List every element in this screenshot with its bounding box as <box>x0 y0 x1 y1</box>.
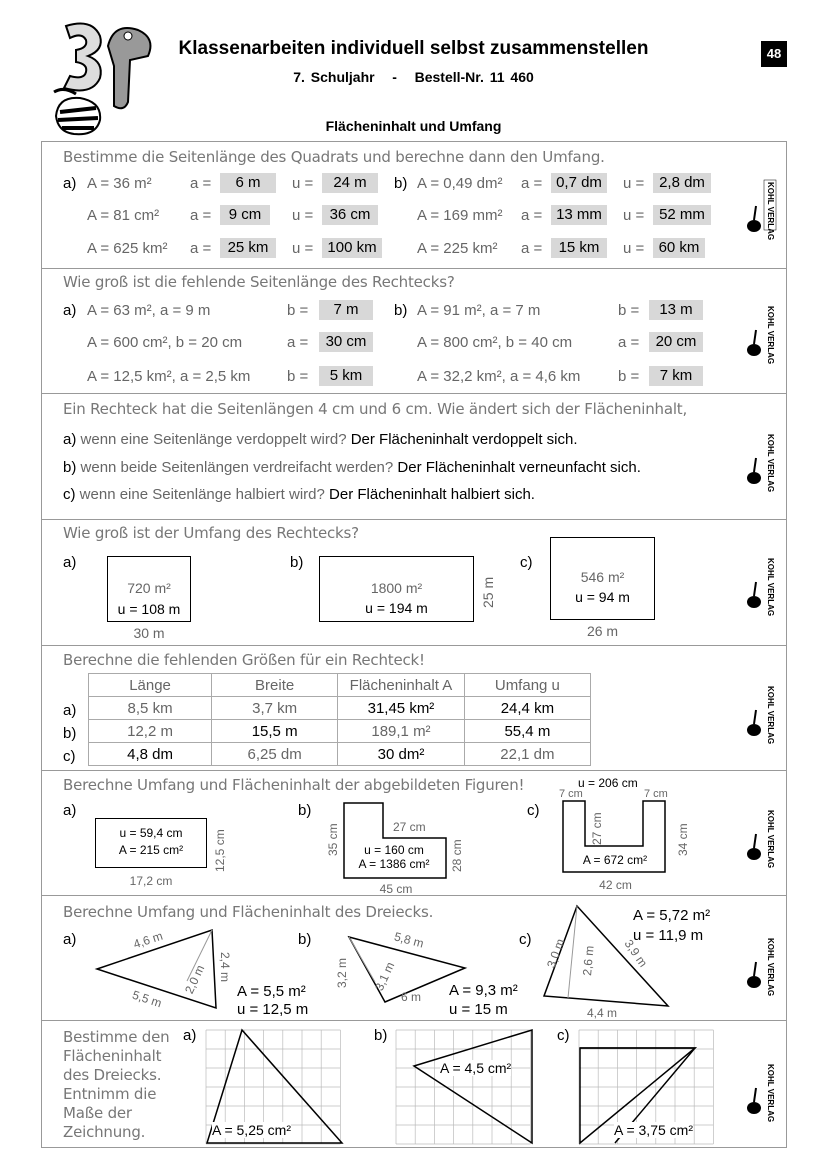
table-cell: 55,4 m <box>464 720 590 743</box>
section-divider <box>41 1020 787 1021</box>
s7-side-b2: 3,2 m <box>335 957 349 988</box>
publisher-logo <box>744 804 778 869</box>
s4-area-a: 720 m² <box>127 580 171 596</box>
s1-area: A = 36 m² <box>87 175 152 192</box>
logo-text: KOHL VERLAG <box>766 810 775 869</box>
s1-perimeter-answer: 36 cm <box>322 205 378 225</box>
table-header-row <box>89 674 591 697</box>
s8-question-line: Maße der <box>63 1104 132 1122</box>
s2-answer: 20 cm <box>649 332 703 352</box>
publisher-logo <box>744 176 778 241</box>
s7-perimeter-c: u = 11,9 m <box>633 927 704 944</box>
s6-perimeter-b: u = 160 cm <box>364 843 424 857</box>
s3-item <box>63 486 535 503</box>
s4-area-c: 546 m² <box>580 569 625 585</box>
s7-height-a: 2,0 m <box>182 962 208 996</box>
s6-label-c: c) <box>527 802 540 819</box>
s2-label-a: a) <box>63 302 77 319</box>
s2-given: A = 12,5 km², a = 2,5 km <box>87 368 251 385</box>
s4-perimeter-b: u = 194 m <box>365 600 428 616</box>
s3-item-question: wenn eine Seitenlänge halbiert wird? <box>79 486 325 503</box>
column-header: Länge <box>89 674 212 697</box>
s4-label-a: a) <box>63 554 77 571</box>
s2-answer: 7 km <box>649 366 703 386</box>
s2-given: A = 63 m², a = 9 m <box>87 302 211 319</box>
s1-side-answer: 6 m <box>220 173 276 193</box>
table-cell: 31,45 km² <box>338 697 465 720</box>
s1-a-label: a = <box>521 240 543 257</box>
s1-u-label: u = <box>623 240 645 257</box>
s1-area: A = 625 km² <box>87 240 168 257</box>
table-cell: 30 dm² <box>338 743 465 766</box>
logo-text: KOHL VERLAG <box>766 434 775 493</box>
s3-item-label: b) <box>63 459 77 476</box>
s6-perimeter-c: u = 206 cm <box>578 776 638 790</box>
logo-text: KOHL VERLAG <box>766 938 775 997</box>
s3-item-label: c) <box>63 486 76 503</box>
subtitle-dash: - <box>392 69 397 85</box>
column-header: Breite <box>212 674 338 697</box>
grade-label: 7. Schuljahr <box>293 69 375 85</box>
s1-area: A = 225 km² <box>417 240 498 257</box>
publisher-logo <box>744 428 778 493</box>
s2-answer: 7 m <box>319 300 373 320</box>
s6-right-height-b: 28 cm <box>450 839 464 872</box>
s7-area-a: A = 5,5 m² <box>237 983 306 1000</box>
s7-height-b: 3,1 m <box>372 959 398 993</box>
logo-text: KOHL VERLAG <box>766 182 775 241</box>
s7-height-c: 2,6 m <box>580 945 597 977</box>
s4-side-a: 30 m <box>133 625 165 641</box>
s7-side-b1: 5,8 m <box>392 929 426 951</box>
s4-side-b: 25 m <box>480 576 496 608</box>
s3-item <box>63 459 641 476</box>
s1-u-label: u = <box>292 175 314 192</box>
s1-question: Bestimme die Seitenlänge des Quadrats und berechne dann den Umfang. <box>63 148 605 166</box>
s3-item-question: wenn eine Seitenlänge verdoppelt wird? <box>80 431 347 448</box>
s4-question: Wie groß ist der Umfang des Rechtecks? <box>63 524 359 542</box>
s1-label-b: b) <box>394 175 408 192</box>
s4-label-c: c) <box>520 554 533 571</box>
s1-area: A = 169 mm² <box>417 207 503 224</box>
s3-item-answer: Der Flächeninhalt verneunfacht sich. <box>397 459 641 476</box>
s6-width-c: 42 cm <box>599 878 632 892</box>
s5-row-label: b) <box>63 725 77 742</box>
s4-area-b: 1800 m² <box>370 580 423 596</box>
s6-inner-b: 27 cm <box>393 820 426 834</box>
table-row <box>89 697 591 720</box>
s6-label-b: b) <box>298 802 312 819</box>
worksheet-title: Klassenarbeiten individuell selbst zusammenstellen <box>178 38 649 59</box>
s5-row-label: c) <box>63 748 76 765</box>
table-cell: 8,5 km <box>89 697 212 720</box>
s4-perimeter-a: u = 108 m <box>117 601 181 617</box>
s4-side-c: 26 m <box>586 623 619 639</box>
s7-area-b: A = 9,3 m² <box>449 982 518 999</box>
table-cell: 189,1 m² <box>338 720 465 743</box>
s7-side-a3: 5,5 m <box>130 987 164 1011</box>
s8-question-line: Entnimm die <box>63 1085 157 1103</box>
s6-perimeter-a: u = 59,4 cm <box>119 826 183 840</box>
s7-label-c: c) <box>519 931 532 948</box>
s7-side-a1: 4,6 m <box>131 928 165 952</box>
s8-label-b: b) <box>374 1027 388 1044</box>
s8-area-a: A = 5,25 cm² <box>212 1122 291 1138</box>
s1-perimeter-answer: 52 mm <box>653 205 711 225</box>
s2-var-label: b = <box>618 302 640 319</box>
s3-item-label: a) <box>63 431 77 448</box>
s8-question <box>63 1028 169 1142</box>
s3-item-question: wenn beide Seitenlängen verdreifacht werden? <box>80 459 394 476</box>
s7-perimeter-a: u = 12,5 m <box>237 1001 309 1018</box>
s8-label-a: a) <box>183 1027 197 1044</box>
publisher-logo <box>744 1058 778 1123</box>
s2-var-label: b = <box>287 368 309 385</box>
s1-perimeter-answer: 60 km <box>653 238 705 258</box>
s7-side-c1: 3,0 m <box>544 936 568 970</box>
s5-table <box>88 673 591 766</box>
column-header: Umfang u <box>464 674 590 697</box>
s1-u-label: u = <box>623 207 645 224</box>
s8-grid-b <box>394 1028 534 1146</box>
worksheet-subtitle <box>0 69 827 85</box>
s7-side-a2: 2,4 m <box>218 952 232 983</box>
publisher-logo <box>744 680 778 745</box>
publisher-logo <box>744 300 778 365</box>
s1-perimeter-answer: 2,8 dm <box>653 173 711 193</box>
s1-side-answer: 15 km <box>551 238 607 258</box>
s8-area-c: A = 3,75 cm² <box>614 1122 693 1138</box>
section-divider <box>41 393 787 394</box>
s1-u-label: u = <box>623 175 645 192</box>
s1-area: A = 81 cm² <box>87 207 160 224</box>
s2-var-label: b = <box>618 368 640 385</box>
s1-label-a: a) <box>63 175 77 192</box>
s1-a-label: a = <box>190 207 212 224</box>
table-cell: 22,1 dm <box>464 743 590 766</box>
s1-a-label: a = <box>190 175 212 192</box>
table-cell: 24,4 km <box>464 697 590 720</box>
logo-text: KOHL VERLAG <box>766 558 775 617</box>
section-divider <box>41 770 787 771</box>
s2-given: A = 600 cm², b = 20 cm <box>87 334 243 351</box>
s5-question: Berechne die fehlenden Größen für ein Rechteck! <box>63 651 425 669</box>
s6-inner-c: 27 cm <box>590 812 604 845</box>
s3-item-answer: Der Flächeninhalt verdoppelt sich. <box>350 431 578 448</box>
s6-question: Berechne Umfang und Flächeninhalt der abgebildeten Figuren! <box>63 776 525 794</box>
s7-side-b3: 6 m <box>401 990 422 1004</box>
s7-perimeter-b: u = 15 m <box>449 1001 508 1018</box>
table-row <box>89 720 591 743</box>
s2-answer: 13 m <box>649 300 703 320</box>
s2-var-label: a = <box>287 334 309 351</box>
s1-area: A = 0,49 dm² <box>417 175 503 192</box>
table-cell: 4,8 dm <box>89 743 212 766</box>
s7-question: Berechne Umfang und Flächeninhalt des Dreiecks. <box>63 903 434 921</box>
s1-side-answer: 25 km <box>220 238 276 258</box>
s8-label-c: c) <box>557 1027 570 1044</box>
column-header: Flächeninhalt A <box>338 674 465 697</box>
s2-answer: 30 cm <box>319 332 373 352</box>
s4-label-b: b) <box>290 554 304 571</box>
s5-row-label: a) <box>63 702 77 719</box>
section-divider <box>41 519 787 520</box>
s1-a-label: a = <box>521 207 543 224</box>
s3-item-answer: Der Flächeninhalt halbiert sich. <box>329 486 535 503</box>
topic-heading: Flächeninhalt und Umfang <box>325 118 502 134</box>
s2-given: A = 800 cm², b = 40 cm <box>417 334 573 351</box>
logo-text: KOHL VERLAG <box>766 686 775 745</box>
logo-text: KOHL VERLAG <box>766 1064 775 1123</box>
s4-perimeter-c: u = 94 m <box>575 589 630 605</box>
s2-answer: 5 km <box>319 366 373 386</box>
s1-perimeter-answer: 100 km <box>322 238 382 258</box>
s7-label-b: b) <box>298 931 312 948</box>
s6-area-b: A = 1386 cm² <box>358 857 430 871</box>
s6-width-b: 45 cm <box>379 882 413 896</box>
s2-var-label: a = <box>618 334 640 351</box>
s8-question-line: Zeichnung. <box>63 1123 146 1141</box>
s6-height-a: 12,5 cm <box>213 829 227 872</box>
s1-side-answer: 13 mm <box>551 205 607 225</box>
section-divider <box>41 645 787 646</box>
s1-side-answer: 9 cm <box>220 205 270 225</box>
table-cell: 6,25 dm <box>212 743 338 766</box>
s1-u-label: u = <box>292 207 314 224</box>
s2-given: A = 91 m², a = 7 m <box>417 302 541 319</box>
s7-area-c: A = 5,72 m² <box>633 907 711 924</box>
s3-item <box>63 431 578 448</box>
table-cell: 15,5 m <box>212 720 338 743</box>
s1-perimeter-answer: 24 m <box>322 173 378 193</box>
s7-side-c2: 3,9 m <box>621 937 651 970</box>
publisher-logo <box>744 932 778 997</box>
s6-label-a: a) <box>63 802 77 819</box>
s2-label-b: b) <box>394 302 408 319</box>
s2-var-label: b = <box>287 302 309 319</box>
order-number: Bestell-Nr. 11 460 <box>414 69 534 85</box>
logo-text: KOHL VERLAG <box>766 306 775 365</box>
s6-left-c: 7 cm <box>559 788 583 800</box>
page-number: 48 <box>761 41 787 67</box>
s6-width-a: 17,2 cm <box>129 874 173 888</box>
s7-side-c3: 4,4 m <box>587 1006 618 1020</box>
table-row <box>89 743 591 766</box>
s2-given: A = 32,2 km², a = 4,6 km <box>417 368 581 385</box>
s1-u-label: u = <box>292 240 314 257</box>
s6-height-c: 34 cm <box>676 823 690 856</box>
s8-question-line: Bestimme den <box>63 1028 170 1046</box>
s3-question: Ein Rechteck hat die Seitenlängen 4 cm und 6 cm. Wie ändert sich der Flächeninhalt, <box>63 400 688 418</box>
s2-question: Wie groß ist die fehlende Seitenlänge des Rechtecks? <box>63 273 455 291</box>
s1-side-answer: 0,7 dm <box>551 173 607 193</box>
table-cell: 12,2 m <box>89 720 212 743</box>
table-cell: 3,7 km <box>212 697 338 720</box>
s6-area-a: A = 215 cm² <box>118 843 184 857</box>
s8-area-b: A = 4,5 cm² <box>440 1060 512 1076</box>
section-divider <box>41 268 787 269</box>
s6-height-b: 35 cm <box>326 823 340 856</box>
s8-question-line: Flächeninhalt <box>63 1047 162 1065</box>
s6-right-c: 7 cm <box>644 788 668 800</box>
s6-area-c: A = 672 cm² <box>582 853 648 867</box>
s7-label-a: a) <box>63 931 77 948</box>
publisher-logo <box>744 552 778 617</box>
s1-a-label: a = <box>521 175 543 192</box>
s8-question-line: des Dreiecks. <box>63 1066 162 1084</box>
s1-a-label: a = <box>190 240 212 257</box>
